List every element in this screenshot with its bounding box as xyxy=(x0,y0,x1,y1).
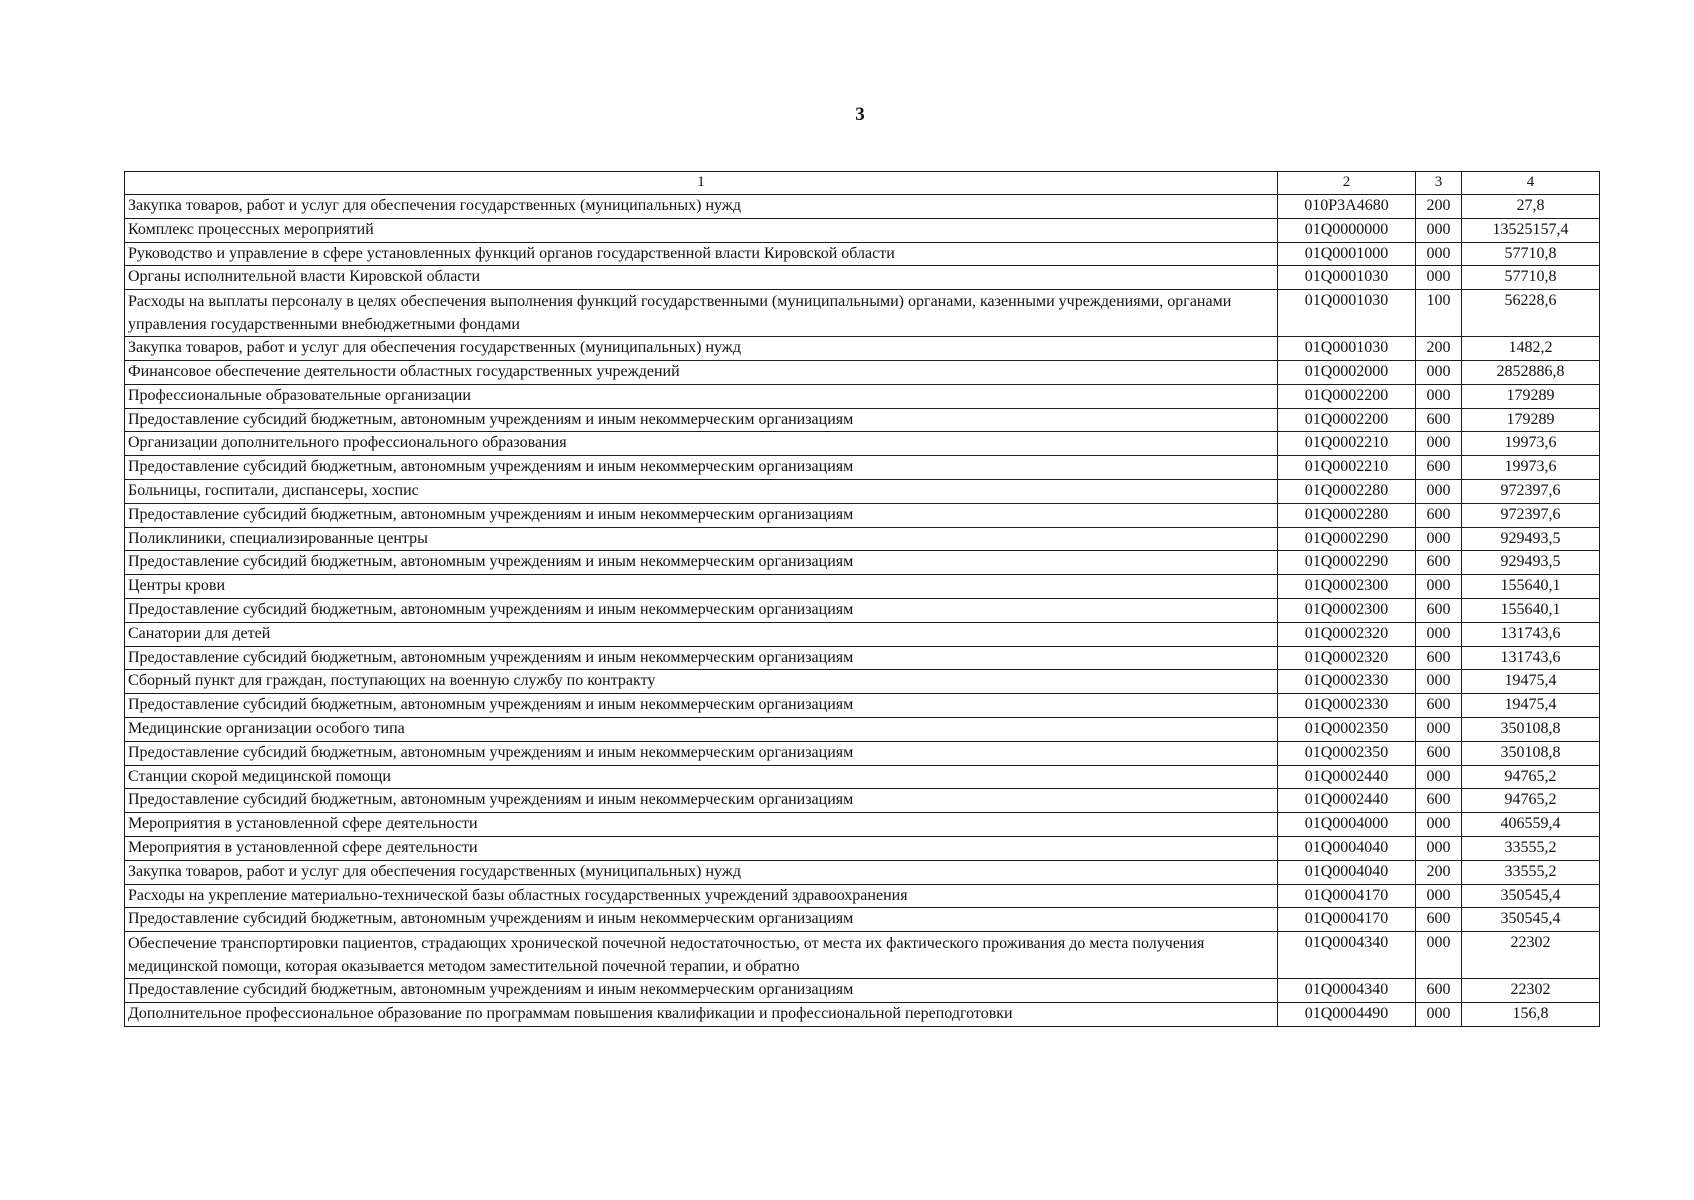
name-cell: Предоставление субсидий бюджетным, автономным учреждениям и иным некоммерческим организациям xyxy=(125,551,1278,575)
type-cell: 600 xyxy=(1416,551,1462,575)
code-cell: 01Q0004040 xyxy=(1278,860,1416,884)
page-number: 3 xyxy=(855,104,865,125)
amount-cell: 56228,6 xyxy=(1462,290,1600,337)
amount-cell: 131743,6 xyxy=(1462,622,1600,646)
name-cell: Органы исполнительной власти Кировской области xyxy=(125,266,1278,290)
amount-cell: 155640,1 xyxy=(1462,598,1600,622)
name-cell: Комплекс процессных мероприятий xyxy=(125,218,1278,242)
amount-cell: 19475,4 xyxy=(1462,670,1600,694)
code-cell: 01Q0002200 xyxy=(1278,408,1416,432)
name-cell: Закупка товаров, работ и услуг для обеспечения государственных (муниципальных) нужд xyxy=(125,860,1278,884)
type-cell: 100 xyxy=(1416,290,1462,337)
code-cell: 01Q0002300 xyxy=(1278,575,1416,599)
table-row xyxy=(125,503,1600,527)
table-row xyxy=(125,242,1600,266)
code-cell: 01Q0001000 xyxy=(1278,242,1416,266)
amount-cell: 131743,6 xyxy=(1462,646,1600,670)
amount-cell: 57710,8 xyxy=(1462,242,1600,266)
code-cell: 01Q0002200 xyxy=(1278,384,1416,408)
amount-cell: 33555,2 xyxy=(1462,860,1600,884)
code-cell: 01Q0004040 xyxy=(1278,836,1416,860)
name-cell: Расходы на выплаты персоналу в целях обеспечения выполнения функций государственными (муниципальными) органами, казенными учреждениями, органами управления государственными внебюджетными фондами xyxy=(125,290,1278,337)
table-row xyxy=(125,1002,1600,1026)
name-cell: Предоставление субсидий бюджетным, автономным учреждениям и иным некоммерческим организациям xyxy=(125,646,1278,670)
type-cell: 000 xyxy=(1416,575,1462,599)
table-row xyxy=(125,408,1600,432)
type-cell: 000 xyxy=(1416,266,1462,290)
table-row xyxy=(125,527,1600,551)
name-cell: Руководство и управление в сфере установленных функций органов государственной власти Кировской области xyxy=(125,242,1278,266)
amount-cell: 19475,4 xyxy=(1462,694,1600,718)
name-cell: Предоставление субсидий бюджетным, автономным учреждениям и иным некоммерческим организациям xyxy=(125,741,1278,765)
code-cell: 01Q0002210 xyxy=(1278,456,1416,480)
type-cell: 600 xyxy=(1416,456,1462,480)
table-row xyxy=(125,789,1600,813)
amount-cell: 19973,6 xyxy=(1462,432,1600,456)
table-row xyxy=(125,836,1600,860)
type-cell: 000 xyxy=(1416,836,1462,860)
amount-cell: 350108,8 xyxy=(1462,717,1600,741)
name-cell: Предоставление субсидий бюджетным, автономным учреждениям и иным некоммерческим организациям xyxy=(125,503,1278,527)
type-cell: 000 xyxy=(1416,884,1462,908)
code-cell: 01Q0002440 xyxy=(1278,789,1416,813)
amount-cell: 350545,4 xyxy=(1462,884,1600,908)
amount-cell: 1482,2 xyxy=(1462,337,1600,361)
code-cell: 01Q0002330 xyxy=(1278,694,1416,718)
amount-cell: 972397,6 xyxy=(1462,479,1600,503)
table-row xyxy=(125,884,1600,908)
type-cell: 200 xyxy=(1416,860,1462,884)
type-cell: 000 xyxy=(1416,813,1462,837)
table-row xyxy=(125,932,1600,979)
table-row xyxy=(125,765,1600,789)
name-cell: Расходы на укрепление материально-технической базы областных государственных учреждений здравоохранения xyxy=(125,884,1278,908)
name-cell: Организации дополнительного профессионального образования xyxy=(125,432,1278,456)
type-cell: 000 xyxy=(1416,717,1462,741)
name-cell: Центры крови xyxy=(125,575,1278,599)
code-cell: 01Q0002440 xyxy=(1278,765,1416,789)
code-cell: 01Q0002280 xyxy=(1278,479,1416,503)
amount-cell: 2852886,8 xyxy=(1462,360,1600,384)
name-cell: Дополнительное профессиональное образование по программам повышения квалификации и профессиональной переподготовки xyxy=(125,1002,1278,1026)
type-cell: 000 xyxy=(1416,384,1462,408)
column-header-amount: 4 xyxy=(1462,172,1600,195)
name-cell: Сборный пункт для граждан, поступающих на военную службу по контракту xyxy=(125,670,1278,694)
code-cell: 01Q0004340 xyxy=(1278,979,1416,1003)
amount-cell: 179289 xyxy=(1462,384,1600,408)
type-cell: 600 xyxy=(1416,694,1462,718)
type-cell: 000 xyxy=(1416,218,1462,242)
table-row xyxy=(125,813,1600,837)
name-cell: Медицинские организации особого типа xyxy=(125,717,1278,741)
type-cell: 000 xyxy=(1416,479,1462,503)
table-row xyxy=(125,551,1600,575)
amount-cell: 155640,1 xyxy=(1462,575,1600,599)
table-row xyxy=(125,337,1600,361)
table-row xyxy=(125,979,1600,1003)
type-cell: 600 xyxy=(1416,408,1462,432)
code-cell: 01Q0002290 xyxy=(1278,551,1416,575)
type-cell: 200 xyxy=(1416,337,1462,361)
type-cell: 000 xyxy=(1416,622,1462,646)
amount-cell: 33555,2 xyxy=(1462,836,1600,860)
table-row xyxy=(125,290,1600,337)
amount-cell: 94765,2 xyxy=(1462,765,1600,789)
column-header-code: 2 xyxy=(1278,172,1416,195)
type-cell: 000 xyxy=(1416,670,1462,694)
name-cell: Предоставление субсидий бюджетным, автономным учреждениям и иным некоммерческим организациям xyxy=(125,694,1278,718)
name-cell: Предоставление субсидий бюджетным, автономным учреждениям и иным некоммерческим организациям xyxy=(125,598,1278,622)
table-row xyxy=(125,479,1600,503)
table-row xyxy=(125,646,1600,670)
table-row xyxy=(125,598,1600,622)
table-row xyxy=(125,741,1600,765)
amount-cell: 972397,6 xyxy=(1462,503,1600,527)
code-cell: 01Q0002280 xyxy=(1278,503,1416,527)
table-row xyxy=(125,266,1600,290)
code-cell: 01Q0004000 xyxy=(1278,813,1416,837)
code-cell: 01Q0002000 xyxy=(1278,360,1416,384)
amount-cell: 929493,5 xyxy=(1462,551,1600,575)
amount-cell: 179289 xyxy=(1462,408,1600,432)
code-cell: 01Q0002300 xyxy=(1278,598,1416,622)
amount-cell: 156,8 xyxy=(1462,1002,1600,1026)
amount-cell: 57710,8 xyxy=(1462,266,1600,290)
amount-cell: 929493,5 xyxy=(1462,527,1600,551)
table-row xyxy=(125,218,1600,242)
amount-cell: 22302 xyxy=(1462,932,1600,979)
type-cell: 600 xyxy=(1416,741,1462,765)
type-cell: 000 xyxy=(1416,527,1462,551)
name-cell: Предоставление субсидий бюджетным, автономным учреждениям и иным некоммерческим организациям xyxy=(125,908,1278,932)
table-row xyxy=(125,694,1600,718)
code-cell: 01Q0001030 xyxy=(1278,337,1416,361)
amount-cell: 406559,4 xyxy=(1462,813,1600,837)
name-cell: Предоставление субсидий бюджетным, автономным учреждениям и иным некоммерческим организациям xyxy=(125,979,1278,1003)
code-cell: 01Q0001030 xyxy=(1278,290,1416,337)
type-cell: 000 xyxy=(1416,360,1462,384)
code-cell: 01Q0004340 xyxy=(1278,932,1416,979)
amount-cell: 27,8 xyxy=(1462,195,1600,219)
table-row xyxy=(125,195,1600,219)
table-row xyxy=(125,575,1600,599)
name-cell: Закупка товаров, работ и услуг для обеспечения государственных (муниципальных) нужд xyxy=(125,337,1278,361)
name-cell: Мероприятия в установленной сфере деятельности xyxy=(125,813,1278,837)
code-cell: 01Q0002350 xyxy=(1278,717,1416,741)
code-cell: 010P3A4680 xyxy=(1278,195,1416,219)
code-cell: 01Q0002320 xyxy=(1278,646,1416,670)
amount-cell: 94765,2 xyxy=(1462,789,1600,813)
amount-cell: 22302 xyxy=(1462,979,1600,1003)
table-row xyxy=(125,670,1600,694)
table-row xyxy=(125,717,1600,741)
amount-cell: 350108,8 xyxy=(1462,741,1600,765)
type-cell: 600 xyxy=(1416,908,1462,932)
type-cell: 000 xyxy=(1416,432,1462,456)
type-cell: 200 xyxy=(1416,195,1462,219)
code-cell: 01Q0002290 xyxy=(1278,527,1416,551)
type-cell: 600 xyxy=(1416,598,1462,622)
table-row xyxy=(125,456,1600,480)
type-cell: 600 xyxy=(1416,646,1462,670)
name-cell: Финансовое обеспечение деятельности областных государственных учреждений xyxy=(125,360,1278,384)
code-cell: 01Q0004170 xyxy=(1278,884,1416,908)
type-cell: 000 xyxy=(1416,1002,1462,1026)
amount-cell: 19973,6 xyxy=(1462,456,1600,480)
name-cell: Предоставление субсидий бюджетным, автономным учреждениям и иным некоммерческим организациям xyxy=(125,456,1278,480)
column-header-type: 3 xyxy=(1416,172,1462,195)
name-cell: Мероприятия в установленной сфере деятельности xyxy=(125,836,1278,860)
code-cell: 01Q0002350 xyxy=(1278,741,1416,765)
table-row xyxy=(125,860,1600,884)
type-cell: 000 xyxy=(1416,765,1462,789)
name-cell: Профессиональные образовательные организации xyxy=(125,384,1278,408)
code-cell: 01Q0002320 xyxy=(1278,622,1416,646)
budget-table xyxy=(124,171,1600,1027)
code-cell: 01Q0002210 xyxy=(1278,432,1416,456)
name-cell: Обеспечение транспортировки пациентов, страдающих хронической почечной недостаточностью, от места их фактического проживания до места получения медицинской помощи, которая оказывается методом заместительной почечной терапии, и обратно xyxy=(125,932,1278,979)
code-cell: 01Q0001030 xyxy=(1278,266,1416,290)
type-cell: 600 xyxy=(1416,789,1462,813)
code-cell: 01Q0004170 xyxy=(1278,908,1416,932)
name-cell: Закупка товаров, работ и услуг для обеспечения государственных (муниципальных) нужд xyxy=(125,195,1278,219)
column-header-name: 1 xyxy=(125,172,1278,195)
name-cell: Санатории для детей xyxy=(125,622,1278,646)
type-cell: 000 xyxy=(1416,242,1462,266)
name-cell: Предоставление субсидий бюджетным, автономным учреждениям и иным некоммерческим организациям xyxy=(125,789,1278,813)
header-row xyxy=(125,172,1600,195)
type-cell: 600 xyxy=(1416,503,1462,527)
table-row xyxy=(125,384,1600,408)
code-cell: 01Q0000000 xyxy=(1278,218,1416,242)
table-row xyxy=(125,432,1600,456)
name-cell: Станции скорой медицинской помощи xyxy=(125,765,1278,789)
code-cell: 01Q0002330 xyxy=(1278,670,1416,694)
name-cell: Поликлиники, специализированные центры xyxy=(125,527,1278,551)
code-cell: 01Q0004490 xyxy=(1278,1002,1416,1026)
type-cell: 600 xyxy=(1416,979,1462,1003)
name-cell: Предоставление субсидий бюджетным, автономным учреждениям и иным некоммерческим организациям xyxy=(125,408,1278,432)
amount-cell: 13525157,4 xyxy=(1462,218,1600,242)
name-cell: Больницы, госпитали, диспансеры, хоспис xyxy=(125,479,1278,503)
table-row xyxy=(125,360,1600,384)
table-row xyxy=(125,908,1600,932)
amount-cell: 350545,4 xyxy=(1462,908,1600,932)
table-row xyxy=(125,622,1600,646)
type-cell: 000 xyxy=(1416,932,1462,979)
